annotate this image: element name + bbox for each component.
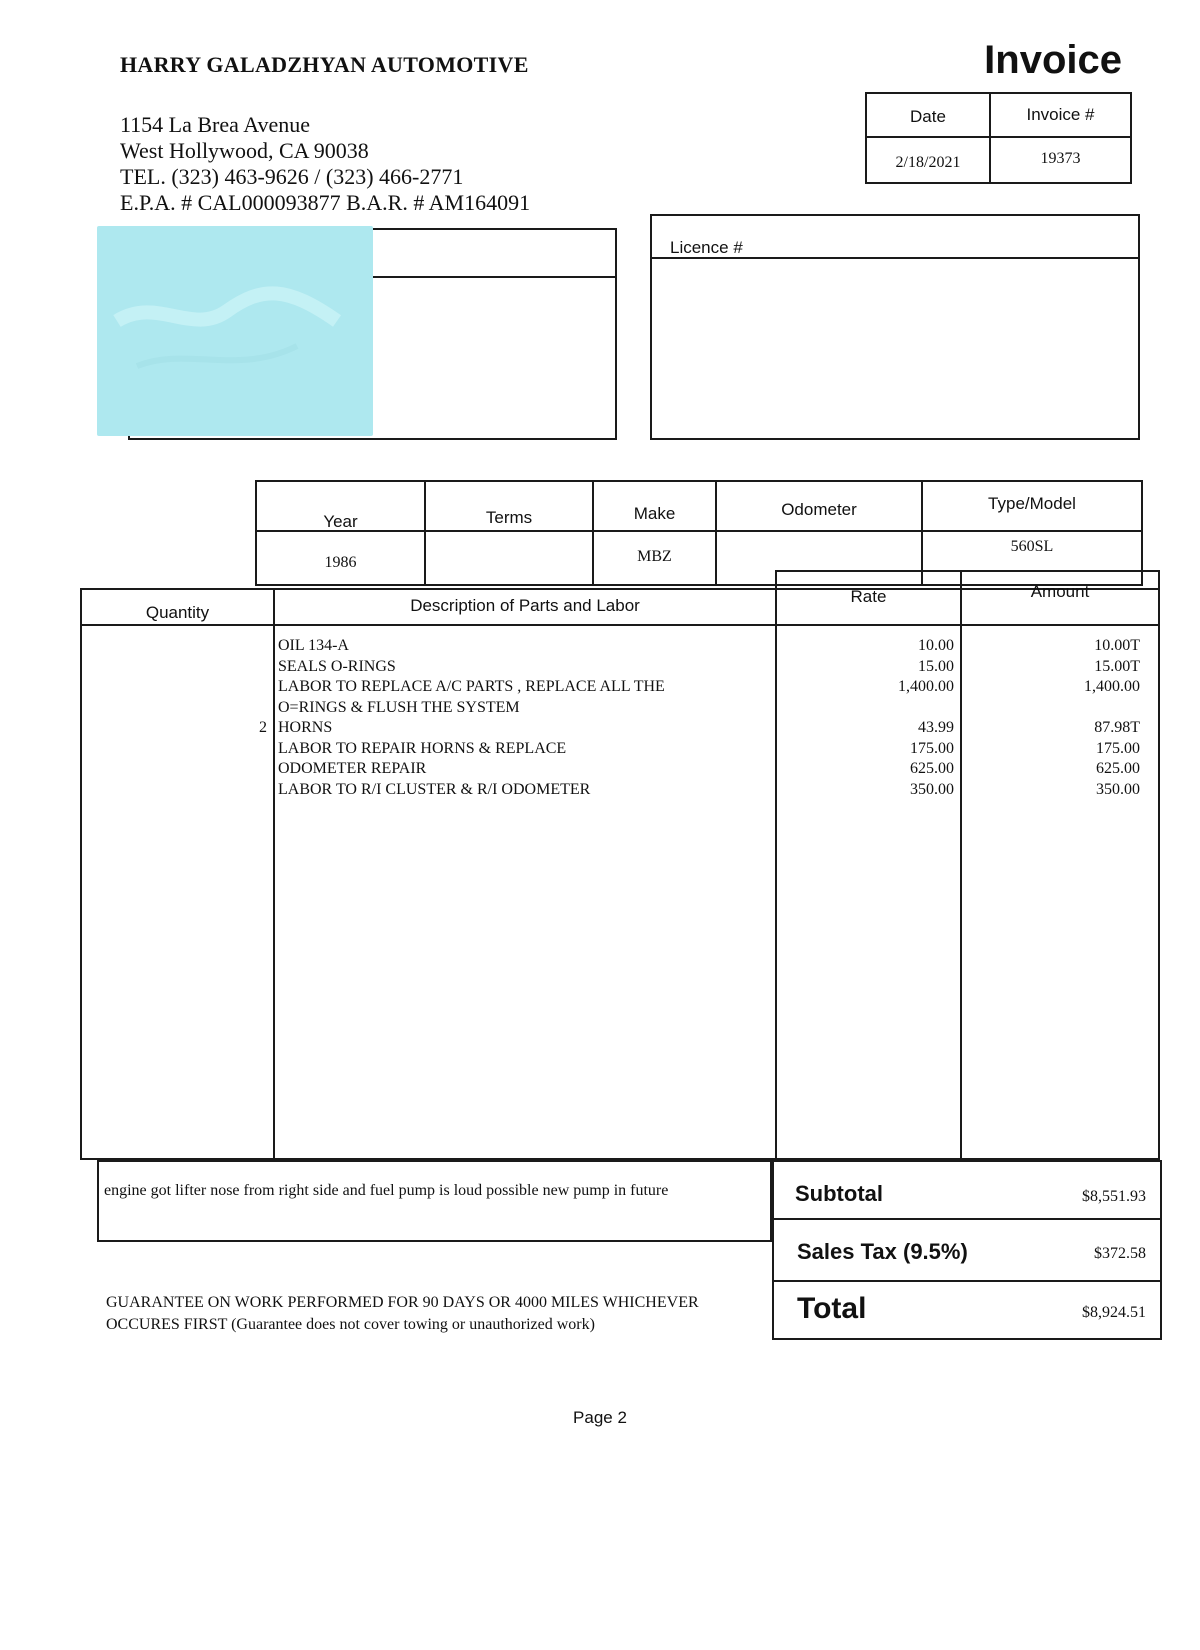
divider <box>772 1280 1162 1282</box>
divider <box>775 570 777 1160</box>
vehicle-header-type-model: Type/Model <box>988 494 1076 513</box>
sales-tax-label: Sales Tax (9.5%) <box>797 1239 968 1264</box>
invoice-date: 2/18/2021 <box>895 154 961 171</box>
company-name: HARRY GALADZHYAN AUTOMOTIVE <box>120 52 529 77</box>
item-rate: 10.00 <box>918 637 954 654</box>
divider <box>715 480 717 586</box>
note-box <box>97 1160 772 1242</box>
item-amount: 625.00 <box>1096 760 1140 777</box>
document-title: Invoice <box>984 38 1122 82</box>
item-description: LABOR TO R/I CLUSTER & R/I ODOMETER <box>278 780 591 798</box>
vehicle-header-odometer: Odometer <box>781 500 857 519</box>
items-header-rate: Rate <box>850 587 887 606</box>
items-header-quantity: Quantity <box>145 603 210 622</box>
company-ids: E.P.A. # CAL000093877 B.A.R. # AM164091 <box>120 190 531 215</box>
item-description: LABOR TO REPAIR HORNS & REPLACE <box>278 739 567 757</box>
redaction-texture <box>97 226 373 436</box>
divider <box>273 588 275 1160</box>
subtotal-label: Subtotal <box>795 1181 883 1206</box>
divider <box>592 480 594 586</box>
date-label: Date <box>910 107 946 126</box>
item-description: O=RINGS & FLUSH THE SYSTEM <box>278 698 520 716</box>
item-description: HORNS <box>278 719 333 736</box>
divider <box>960 570 962 1160</box>
vehicle-header-make: Make <box>633 504 676 523</box>
subtotal-value: $8,551.93 <box>1082 1188 1146 1205</box>
company-address-line1: 1154 La Brea Avenue <box>120 112 310 137</box>
guarantee-line-1: GUARANTEE ON WORK PERFORMED FOR 90 DAYS OR 4000 MILES WHICHEVER <box>106 1294 699 1311</box>
item-description: LABOR TO REPLACE A/C PARTS , REPLACE ALL THE <box>278 678 665 695</box>
item-rate: 43.99 <box>918 719 954 736</box>
sales-tax-value: $372.58 <box>1094 1245 1146 1262</box>
redaction-patch <box>97 226 373 436</box>
item-quantity: 2 <box>259 719 267 736</box>
items-header-description: Description of Parts and Labor <box>410 596 640 615</box>
vehicle-header-year: Year <box>323 512 358 531</box>
divider <box>424 480 426 586</box>
item-description: SEALS O-RINGS <box>278 657 396 675</box>
vehicle-make: MBZ <box>637 548 672 565</box>
company-address-line2: West Hollywood, CA 90038 <box>120 138 369 163</box>
item-amount: 15.00T <box>1094 657 1140 675</box>
item-rate: 625.00 <box>910 760 954 777</box>
licence-label: Licence # <box>670 238 743 257</box>
guarantee-line-2: OCCURES FIRST (Guarantee does not cover towing or unauthorized work) <box>106 1316 595 1333</box>
item-description: OIL 134-A <box>278 637 349 654</box>
items-header-amount: Amount <box>1030 582 1090 601</box>
company-phones: TEL. (323) 463-9626 / (323) 466-2771 <box>120 164 464 189</box>
vehicle-year: 1986 <box>324 554 357 571</box>
item-rate: 175.00 <box>910 739 954 757</box>
item-amount: 175.00 <box>1096 739 1140 757</box>
vehicle-header-terms: Terms <box>485 508 533 527</box>
item-rate: 15.00 <box>918 657 954 675</box>
vehicle-type-model: 560SL <box>1010 538 1054 555</box>
divider <box>865 136 1132 138</box>
divider <box>772 1218 1162 1220</box>
item-amount: 350.00 <box>1096 780 1140 798</box>
item-rate: 350.00 <box>910 780 954 798</box>
invoice-number: 19373 <box>1040 150 1081 167</box>
invoice-number-label: Invoice # <box>1026 105 1095 124</box>
total-label: Total <box>797 1292 867 1325</box>
item-description: ODOMETER REPAIR <box>278 760 427 777</box>
total-value: $8,924.51 <box>1082 1304 1146 1321</box>
service-note: engine got lifter nose from right side and fuel pump is loud possible new pump in future <box>104 1182 669 1199</box>
item-amount: 87.98T <box>1094 719 1140 736</box>
page-number: Page 2 <box>573 1408 627 1427</box>
item-amount: 1,400.00 <box>1084 678 1140 695</box>
item-rate: 1,400.00 <box>898 678 954 695</box>
item-amount: 10.00T <box>1094 637 1140 654</box>
